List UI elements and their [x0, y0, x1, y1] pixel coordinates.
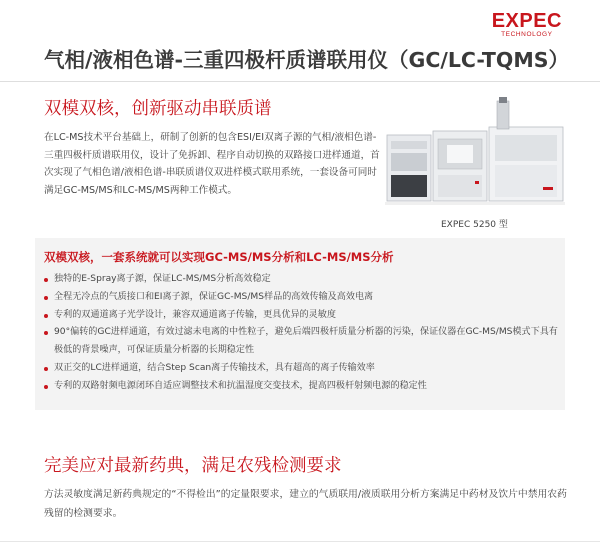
feature-item: 专利的双路射频电源闭环自适应调整技术和抗温湿度交变技术，提高四极杆射频电源的稳定性 — [44, 378, 559, 396]
instrument-image — [385, 95, 565, 207]
logo-subtitle: TECHNOLOGY — [501, 31, 553, 38]
section-heading-dual-mode: 双模双核，创新驱动串联质谱 — [44, 99, 272, 119]
bullet-icon — [44, 278, 48, 282]
image-caption: EXPEC 5250 型 — [441, 220, 508, 230]
feature-item: 双正交的LC进样通道，结合Step Scan离子传输技术，具有超高的离子传输效率 — [44, 360, 559, 378]
expec-logo — [492, 11, 562, 39]
feature-item: 专利的双通道离子光学设计，兼容双通道离子传输，更具优异的灵敏度 — [44, 307, 559, 325]
feature-item: 独特的E-Spray离子源，保证LC-MS/MS分析高效稳定 — [44, 271, 559, 289]
title-divider — [0, 81, 600, 82]
bullet-icon — [44, 367, 48, 371]
bullet-icon — [44, 314, 48, 318]
features-list — [44, 271, 559, 396]
bullet-icon — [44, 296, 48, 300]
bullet-icon — [44, 331, 48, 335]
features-panel — [35, 238, 565, 410]
feature-item: 90°偏转的GC进样通道，有效过滤未电离的中性粒子，避免后端四极杆质量分析器的污染，保证仪器在GC-MS/MS模式下具有极低的背景噪声，可保证质量分析器的长期稳定性 — [44, 324, 559, 360]
bullet-icon — [44, 385, 48, 389]
pharmacopoeia-paragraph: 方法灵敏度满足新药典规定的“不得检出”的定量限要求，建立的气质联用/液质联用分析方案满足中药材及饮片中禁用农药残留的检测要求。 — [44, 489, 567, 519]
bottom-divider — [0, 541, 600, 542]
features-title: 双模双核，一套系统就可以实现GC-MS/MS分析和LC-MS/MS分析 — [44, 250, 394, 264]
logo-wordmark: EXPEC — [491, 10, 562, 32]
section-heading-pharmacopoeia: 完美应对最新药典，满足农残检测要求 — [44, 456, 342, 476]
feature-item: 全程无冷点的气质接口和EI离子源，保证GC-MS/MS样品的高效传输及高效电离 — [44, 289, 559, 307]
page-title: 气相/液相色谱-三重四极杆质谱联用仪（GC/LC-TQMS） — [44, 48, 570, 72]
intro-paragraph: 在LC-MS技术平台基础上，研制了创新的包含ESI/EI双离子源的气相/液相色谱-三重四极杆质谱联用仪，设计了免拆卸、程序自动切换的双路接口进样通道，首次实现了气相色谱/液相色谱-串联质谱仪双进样模式联用系统，一套设备可同时满足GC-MS/MS和LC-MS/MS两种工作模式。 — [44, 132, 380, 196]
